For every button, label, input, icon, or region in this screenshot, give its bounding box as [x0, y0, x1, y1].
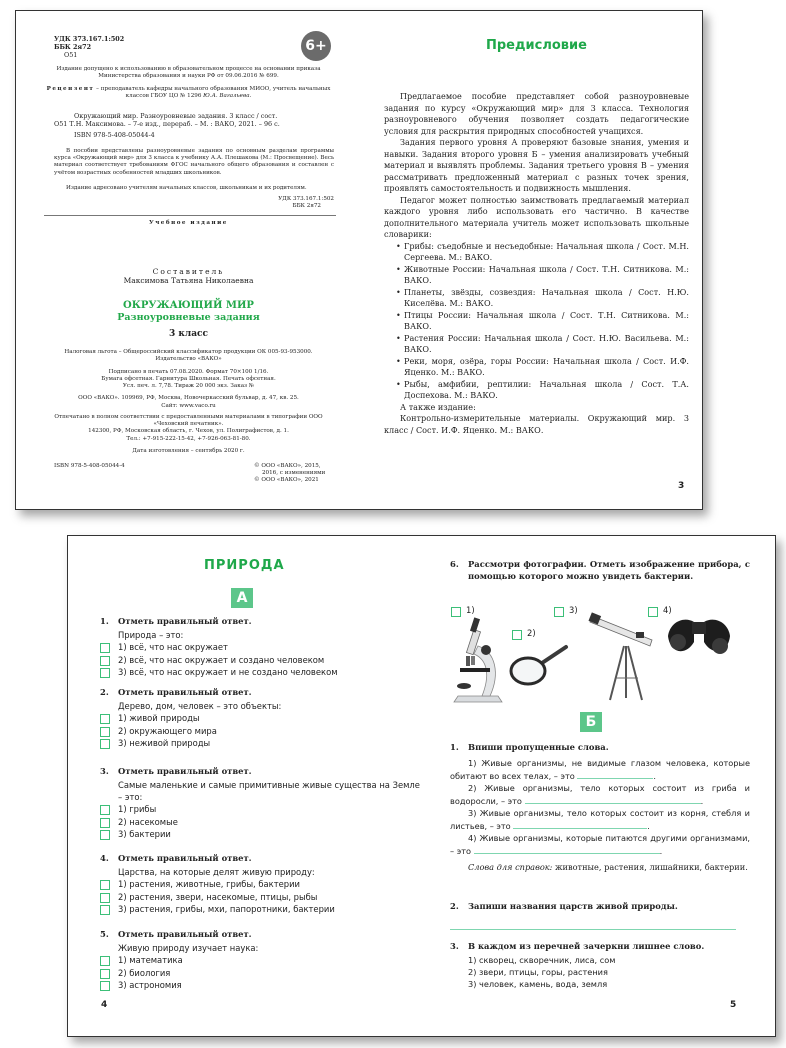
- question-number: 2.: [450, 901, 459, 911]
- photo-label: 1): [466, 605, 475, 615]
- task-b3: [450, 940, 750, 990]
- fill-in-item: 3) Живые организмы, тело которых состоит из корня, стебля и листьев, – это .: [450, 808, 750, 831]
- answer-option[interactable]: [100, 666, 420, 679]
- question-prompt: Природа – это:: [118, 630, 184, 640]
- answer-option[interactable]: [100, 878, 420, 891]
- list-item: • Реки, моря, озёра, горы России: Начальная школа / Сост. И.Ф. Яценко. М.: ВАКО.: [396, 356, 689, 379]
- task-b2: [450, 900, 750, 912]
- hint-label: Слова для справок:: [468, 862, 553, 872]
- question-heading: Рассмотри фотографии. Отметь изображение прибора, с помощью которого можно увидеть бактерии.: [468, 559, 750, 581]
- reviewer-label: Рецензент: [46, 86, 95, 92]
- level-badge-a: А: [231, 588, 253, 608]
- udk-code-2: УДК 373.167.1:502: [278, 196, 334, 202]
- checkbox[interactable]: [100, 893, 110, 903]
- checkbox[interactable]: [100, 818, 110, 828]
- fill-in-item: 2) Живые организмы, тело которых состоит из гриба и водоросли, – это .: [450, 783, 750, 806]
- bbk-code: ББК 2я72: [54, 43, 92, 51]
- answer-option[interactable]: [100, 979, 420, 992]
- grade: 3 класс: [168, 329, 209, 339]
- checkbox[interactable]: [100, 805, 110, 815]
- telescope-icon: [588, 608, 658, 704]
- question-prompt: Дерево, дом, человек – это объекты:: [118, 701, 282, 711]
- divider: [44, 215, 336, 216]
- reviewer-note: [46, 86, 331, 100]
- isbn-bottom: ISBN 978-5-408-05044-4: [54, 463, 125, 469]
- option-label: 2) окружающего мира: [118, 725, 217, 736]
- checkbox[interactable]: [100, 714, 110, 724]
- bbk-code-2: ББК 2я72: [292, 203, 321, 209]
- preface-body: [384, 91, 689, 436]
- question-heading: Отметь правильный ответ.: [118, 929, 252, 939]
- question-number: 5.: [100, 929, 109, 939]
- print-info: [46, 369, 331, 391]
- print-info-3: Усл. печ. л. 7,78. Тираж 20 000 экз. Заказ №: [122, 383, 255, 390]
- preface-title: Предисловие: [486, 38, 587, 53]
- answer-option[interactable]: [100, 737, 420, 750]
- fill-in-text: 1) Живые организмы, не видимые глазом человека, которые обитают во всех телах, – это: [450, 758, 750, 781]
- answer-option[interactable]: [100, 954, 420, 967]
- copyright-3: © ООО «ВАКО», 2021: [254, 477, 319, 484]
- question-heading: Запиши названия царств живой природы.: [468, 901, 678, 911]
- question-heading: Отметь правильный ответ.: [118, 853, 252, 863]
- answer-option[interactable]: [100, 816, 420, 829]
- photo-label: 3): [569, 605, 578, 615]
- copyright-2: 2016, с изменениями: [262, 470, 326, 477]
- compiler-label: Составитель: [152, 267, 225, 276]
- fill-in-item: 4) Живые организмы, которые питаются другими организмами, – это .: [450, 833, 750, 856]
- print-info-1: Подписано в печать 07.08.2020. Формат 70×100 1/16.: [108, 369, 269, 375]
- checkbox[interactable]: [100, 905, 110, 915]
- option-label: 1) растения, животные, грибы, бактерии: [118, 879, 300, 889]
- spread-imprint-preface: [15, 10, 703, 510]
- answer-blank[interactable]: [513, 819, 647, 829]
- question-heading: Отметь правильный ответ.: [118, 687, 252, 697]
- publisher-address: ООО «ВАКО». 109969, РФ, Москва, Новочеркасский бульвар, д. 47, кв. 25.: [78, 395, 299, 401]
- audience-note: Издание адресовано учителям начальных классов, школьникам и их родителям.: [66, 185, 307, 191]
- question-1: [100, 615, 420, 679]
- manufacture-date: Дата изготовления – сентябрь 2020 г.: [132, 448, 245, 454]
- checkbox[interactable]: [100, 880, 110, 890]
- approval-note: Издание допущено к использованию в образовательном процессе на основании приказа Министерства образования и науки РФ от 09.06.2016 № 699.: [56, 66, 321, 80]
- checkbox[interactable]: [100, 739, 110, 749]
- list-item[interactable]: 1) скворец, скворечник, лиса, сом: [468, 955, 616, 965]
- fill-in-text: 2) Живые организмы, тело которых состоит из гриба и водоросли, – это: [450, 783, 750, 806]
- answer-option[interactable]: [100, 725, 420, 738]
- preface-paragraph: Педагог может полностью заимствовать предлагаемый материал каждого уровня либо использовать его частично. В качестве дополнительного материала учитель может использовать школьные словарики:: [384, 194, 689, 239]
- question-number: 3.: [100, 766, 109, 776]
- list-item: • Животные России: Начальная школа / Сост. Т.Н. Ситникова. М.: ВАКО.: [396, 264, 689, 287]
- annotation: В пособии представлены разноуровневые задания по основным разделам программы курса «Окружающий мир» для 3 класса к учебнику А.А. Плешакова (М.: Просвещение). Весь материал соответствует требованиям ФГОС начального общего образования и составлен с учётом возрастных особенностей младших школьников.: [54, 148, 334, 176]
- answer-option[interactable]: [100, 712, 420, 725]
- binoculars-icon: [664, 612, 734, 662]
- isbn: ISBN 978-5-408-05044-4: [74, 131, 155, 140]
- option-label: 2) растения, звери, насекомые, птицы, рыбы: [118, 891, 318, 902]
- question-number: 1.: [100, 616, 109, 626]
- answer-option[interactable]: [100, 828, 420, 841]
- question-3: [100, 765, 420, 841]
- question-heading: Впиши пропущенные слова.: [468, 742, 609, 752]
- question-heading: Отметь правильный ответ.: [118, 616, 252, 626]
- option-label: 2) биология: [118, 967, 171, 978]
- option-label: 3) всё, что нас окружает и не создано человеком: [118, 667, 338, 677]
- printed-1: Отпечатано в полном соответствии с предоставленными материалами в типографии ООО «Чеховский печатник».: [54, 414, 323, 428]
- question-heading: В каждом из перечней зачеркни лишнее слово.: [468, 941, 705, 951]
- book-subtitle: Разноуровневые задания: [117, 312, 260, 323]
- reviewer-text: – преподаватель кафедры начального образования МИОО, учитель начальных классов ГБОУ ЦО № 1296: [94, 86, 331, 100]
- udk-code: УДК 373.167.1:502: [54, 35, 125, 43]
- question-heading: Отметь правильный ответ.: [118, 766, 252, 776]
- tax-note: Налоговая льгота – Общероссийский классификатор продукции ОК 005-93-953000. Издательство «ВАКО»: [64, 349, 313, 363]
- answer-blank[interactable]: [577, 769, 653, 779]
- copyright: [254, 463, 325, 485]
- option-label: 1) грибы: [118, 804, 157, 814]
- checkbox[interactable]: [100, 956, 110, 966]
- hint-words: [450, 861, 750, 873]
- list-item: • Птицы России: Начальная школа / Сост. Т.Н. Ситникова. М.: ВАКО.: [396, 310, 689, 333]
- level-badge-b: Б: [580, 712, 602, 732]
- question-5: [100, 928, 420, 992]
- option-label: 1) живой природы: [118, 713, 200, 723]
- preface-paragraph: Контрольно-измерительные материалы. Окружающий мир. 3 класс / Сост. И.Ф. Яценко. М.: ВАКО.: [384, 413, 689, 435]
- list-item: • Планеты, звёзды, созвездия: Начальная школа / Сост. Н.Ю. Киселёва. М.: ВАКО.: [396, 287, 689, 310]
- answer-line[interactable]: [450, 929, 736, 930]
- magnifier-icon: [506, 641, 570, 687]
- question-4: [100, 852, 420, 916]
- fill-in-item: 1) Живые организмы, не видимые глазом человека, которые обитают во всех телах, – это .: [450, 758, 750, 781]
- printed-3: Тел.: +7-915-222-15-42, +7-926-063-81-80.: [126, 435, 251, 442]
- question-number: 3.: [450, 941, 459, 951]
- question-2: [100, 686, 420, 750]
- checkbox-photo-2[interactable]: [512, 630, 522, 640]
- option-label: 1) всё, что нас окружает: [118, 642, 228, 652]
- biblio-code: О51: [54, 120, 68, 129]
- dictionary-list: [384, 241, 689, 402]
- edition-type: Учебное издание: [149, 220, 228, 226]
- checkbox[interactable]: [100, 830, 110, 840]
- hint-list: животные, растения, лишайники, бактерии.: [552, 862, 748, 872]
- list-item[interactable]: 2) звери, птицы, горы, растения: [468, 967, 608, 977]
- option-label: 2) насекомые: [118, 816, 178, 827]
- option-label: 3) неживой природы: [118, 738, 211, 748]
- photo-label: 4): [663, 605, 672, 615]
- book-title: ОКРУЖАЮЩИЙ МИР: [123, 300, 254, 311]
- checkbox[interactable]: [100, 643, 110, 653]
- printed-2: 142300, РФ, Московская область, г. Чехов, ул. Полиграфистов, д. 1.: [88, 428, 289, 435]
- age-rating-badge: 6+: [301, 31, 331, 61]
- option-label: 3) бактерии: [118, 829, 171, 839]
- list-item: • Грибы: съедобные и несъедобные: Начальная школа / Сост. М.Н. Сергеева. М.: ВАКО.: [396, 241, 689, 264]
- fill-in-text: 3) Живые организмы, тело которых состоит из корня, стебля и листьев, – это: [450, 808, 750, 831]
- question-prompt: Царства, на которые делят живую природу:: [118, 867, 315, 877]
- answer-blank[interactable]: [525, 794, 701, 804]
- biblio-line-1: Окружающий мир. Разноуровневые задания. 3 класс / сост.: [74, 112, 278, 120]
- question-number: 1.: [450, 742, 459, 752]
- copyright-1: © ООО «ВАКО», 2015,: [254, 463, 321, 469]
- question-prompt: Самые маленькие и самые примитивные живые существа на Земле – это:: [118, 780, 420, 802]
- printing-house: [46, 414, 331, 443]
- question-prompt: Живую природу изучает наука:: [118, 943, 259, 953]
- compiler-name: Максимова Татьяна Николаевна: [123, 276, 254, 285]
- print-info-2: Бумага офсетная. Гарнитура Школьная. Печать офсетная.: [101, 376, 276, 383]
- checkbox[interactable]: [100, 656, 110, 666]
- answer-option[interactable]: [100, 654, 420, 667]
- list-item[interactable]: 3) человек, камень, вода, земля: [468, 979, 608, 989]
- checkbox[interactable]: [100, 981, 110, 991]
- answer-option[interactable]: [100, 641, 420, 654]
- microscope-icon: [448, 616, 510, 704]
- question-6: [450, 558, 750, 582]
- section-title: ПРИРОДА: [204, 558, 285, 573]
- reviewer-name: Ю.А. Вагальева.: [203, 93, 252, 100]
- task-b1: [450, 741, 750, 873]
- checkbox[interactable]: [100, 668, 110, 678]
- preface-paragraph: Предлагаемое пособие представляет собой разноуровневые задания по курсу «Окружающий мир» для 3 класса. Технология разноуровневого обучения позволяет создать педагогические условия для раскрытия природных способностей учащихся.: [384, 91, 689, 136]
- spread-exercises: [67, 535, 776, 1037]
- answer-option[interactable]: [100, 891, 420, 904]
- option-label: 3) растения, грибы, мхи, папоротники, бактерии: [118, 904, 335, 914]
- checkbox[interactable]: [100, 969, 110, 979]
- page-number: 3: [678, 481, 685, 491]
- preface-paragraph: А также издание:: [400, 401, 476, 412]
- checkbox[interactable]: [100, 727, 110, 737]
- preface-paragraph: Задания первого уровня А проверяют базовые знания, умения и навыки. Задания второго уровня Б – умения анализировать учебный материал и выявлять проблемы. Задания третьего уровня В – умения рассматривать предложенный материал с разных точек зрения, проявлять самостоятельность и подвижность мышления.: [384, 137, 689, 193]
- photo-label: 2): [527, 628, 536, 638]
- checkbox-photo-3[interactable]: [554, 607, 564, 617]
- question-number: 6.: [450, 559, 459, 569]
- answer-blank[interactable]: [474, 844, 660, 854]
- option-label: 3) астрономия: [118, 980, 182, 990]
- page-number: 5: [730, 1000, 737, 1010]
- question-number: 4.: [100, 853, 109, 863]
- answer-option[interactable]: [100, 967, 420, 980]
- list-item: • Растения России: Начальная школа / Сост. Н.Ю. Васильева. М.: ВАКО.: [396, 333, 689, 356]
- author-code: О51: [64, 51, 78, 59]
- publisher-site: Сайт: www.vaco.ru: [161, 403, 216, 409]
- answer-option[interactable]: [100, 803, 420, 816]
- bibliographic-record: [54, 112, 334, 140]
- option-label: 1) математика: [118, 955, 183, 965]
- option-label: 2) всё, что нас окружает и создано человеком: [118, 654, 325, 665]
- question-number: 2.: [100, 687, 109, 697]
- fill-in-text: 4) Живые организмы, которые питаются другими организмами, – это: [450, 833, 750, 856]
- list-item: • Рыбы, амфибии, рептилии: Начальная школа / Сост. Т.А. Доспехова. М.: ВАКО.: [396, 379, 689, 402]
- biblio-line-2: Т.Н. Максимова. – 7-е изд., перераб. – М. : ВАКО, 2021. – 96 с.: [69, 120, 280, 129]
- answer-option[interactable]: [100, 903, 420, 916]
- page-number: 4: [101, 1000, 108, 1010]
